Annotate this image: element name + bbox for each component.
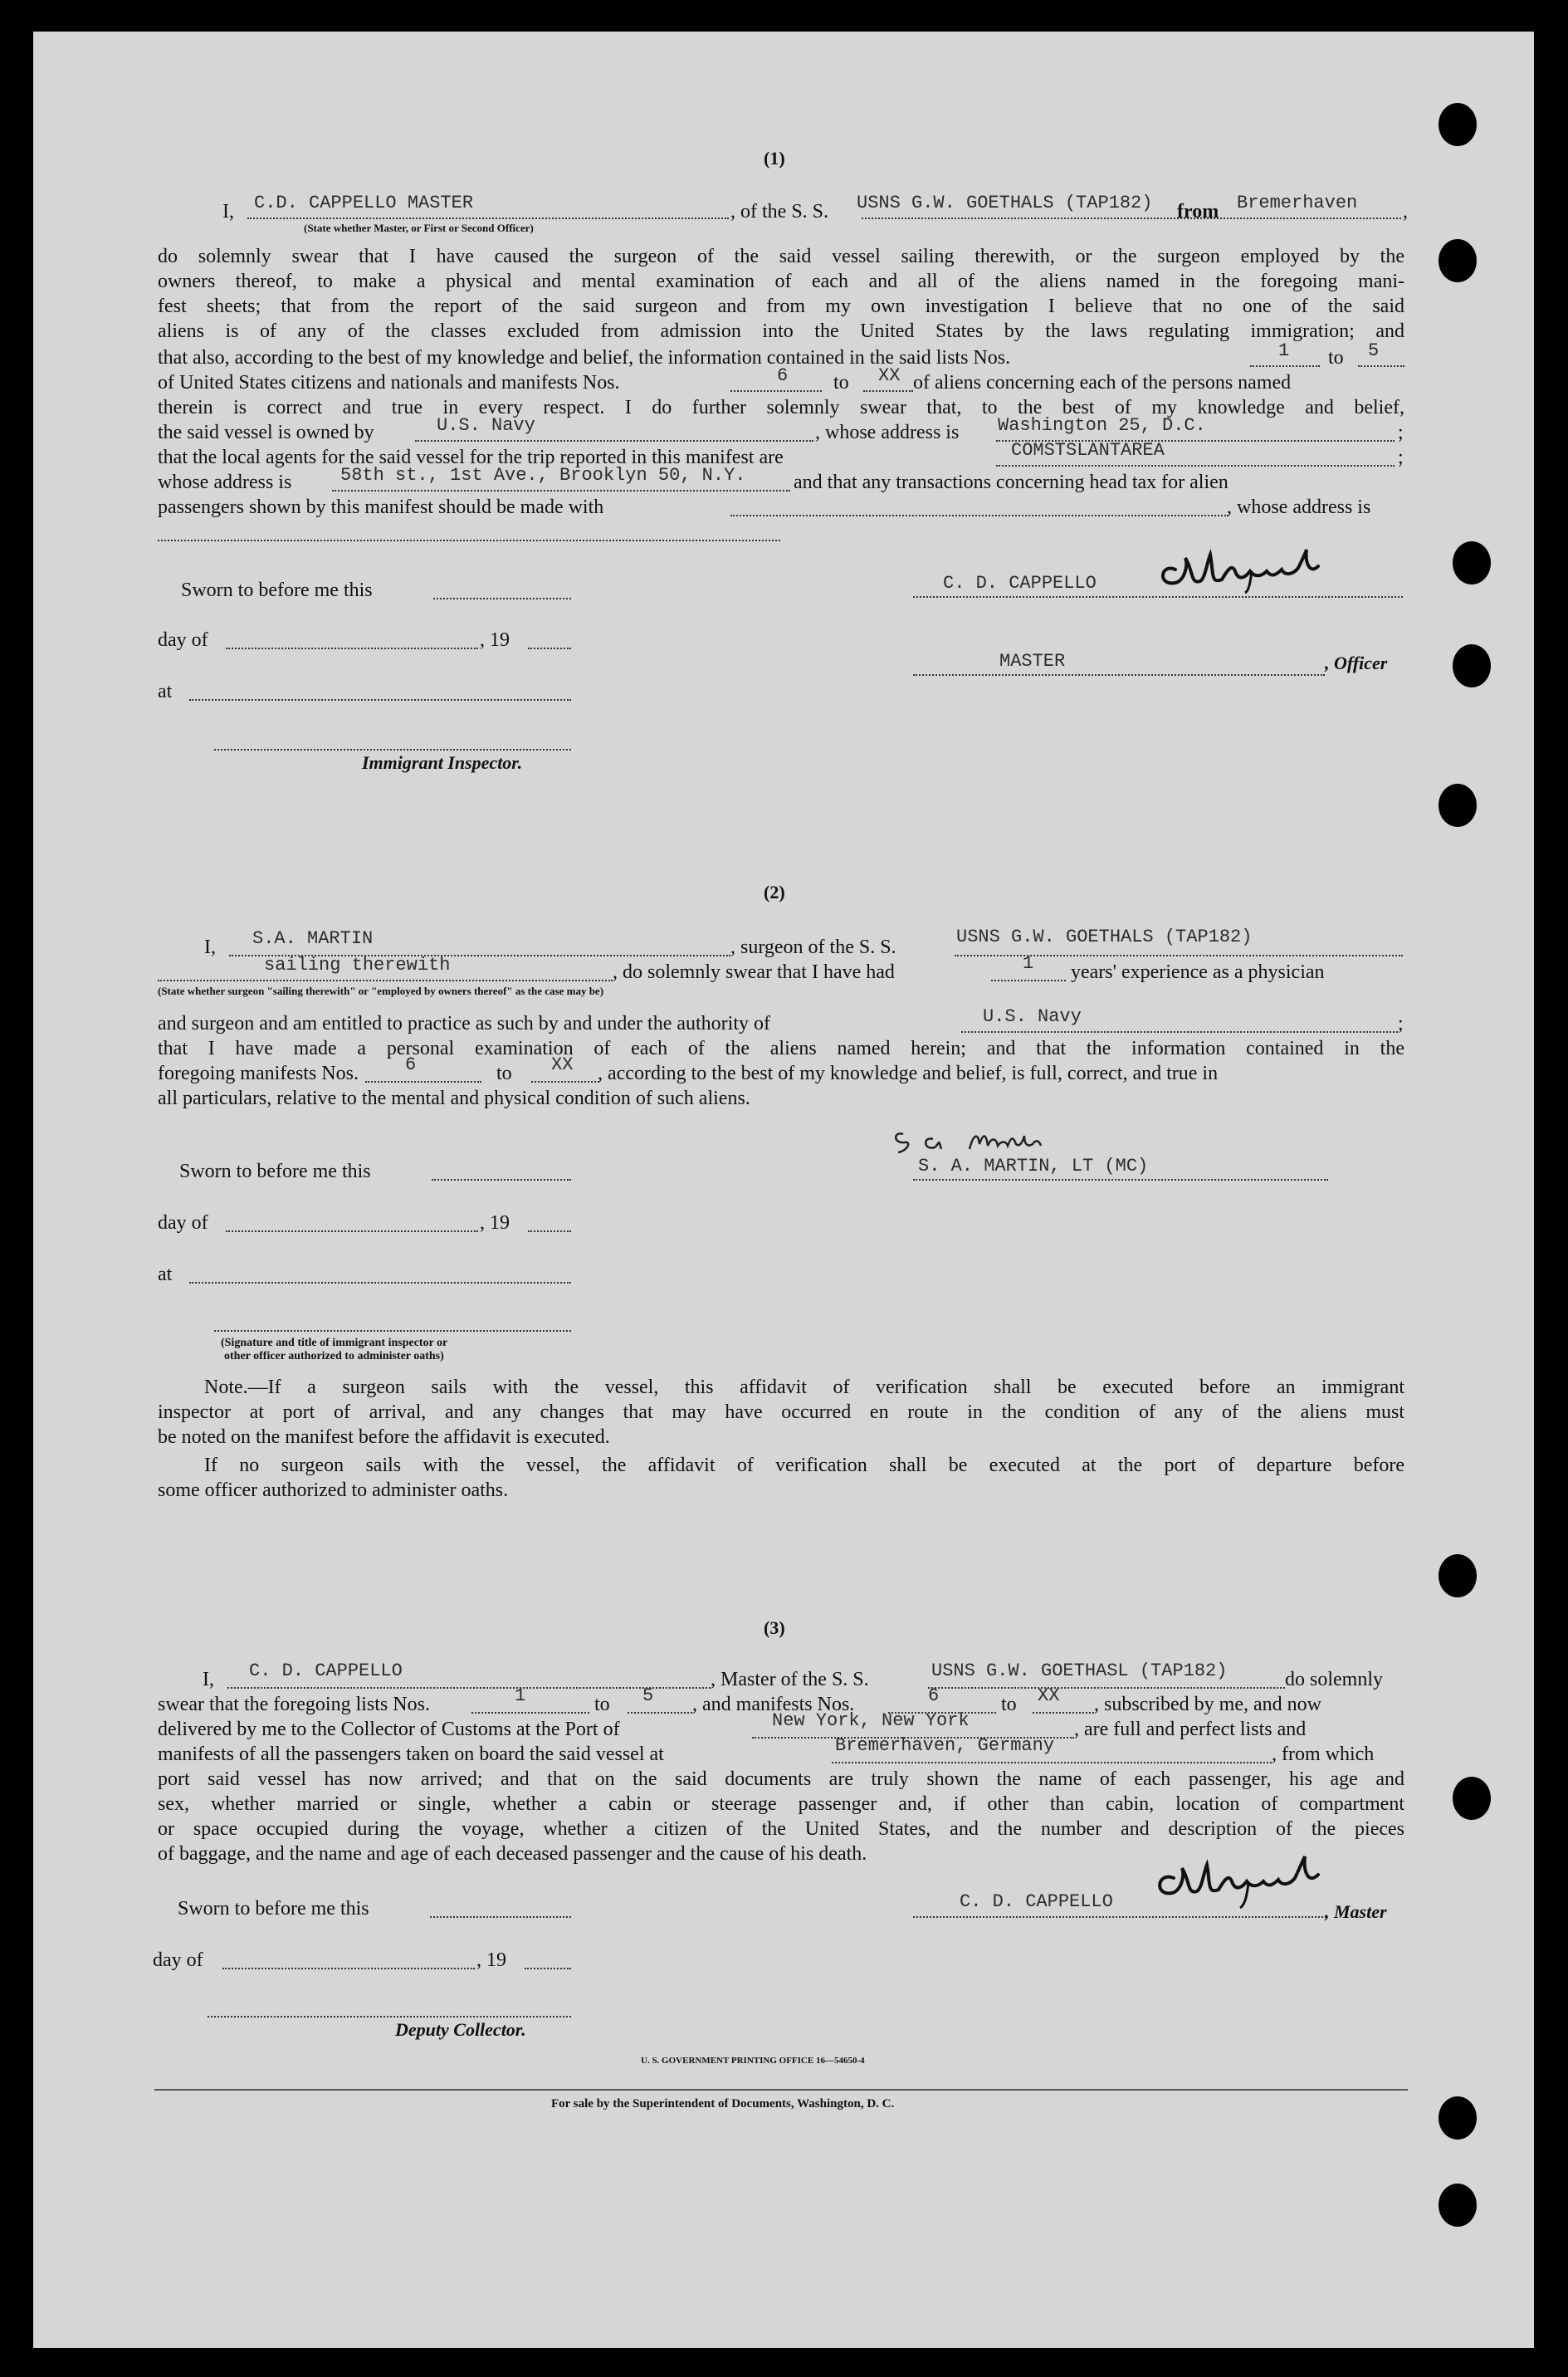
s1-man-from-blank: [730, 390, 822, 392]
s3-deputy: Deputy Collector.: [395, 2019, 526, 2040]
s1-para-8b: , whose address is: [815, 422, 960, 443]
s2-day-of: day of: [158, 1212, 208, 1234]
s1-signer-typed: C. D. CAPPELLO: [943, 573, 1097, 594]
s2-semicolon: ;: [1398, 1013, 1404, 1034]
s3-t1a: swear that the foregoing lists Nos.: [158, 1694, 430, 1715]
s2-I: I,: [204, 937, 216, 958]
s3-t1b: , and manifests Nos.: [692, 1694, 855, 1715]
s1-to-2: to: [833, 372, 849, 394]
s2-authority-blank: [961, 1031, 1398, 1033]
s1-man-to-blank: [863, 390, 913, 392]
s1-para-9a: that the local agents for the said vessel for the trip reported in this manifest are: [158, 447, 784, 468]
s1-man-to: XX: [878, 365, 901, 386]
s3-signer-typed: C. D. CAPPELLO: [960, 1891, 1113, 1912]
s1-at-blank: [189, 699, 571, 701]
s2-surgeon-name: S.A. MARTIN: [252, 928, 374, 949]
s3-master-label: , Master: [1325, 1901, 1387, 1922]
punch-hole: [1439, 2096, 1477, 2140]
s1-lists-to: 5: [1368, 340, 1380, 361]
s2-man-to-blank: [531, 1081, 599, 1083]
s1-master-name: C.D. CAPPELLO MASTER: [254, 193, 474, 213]
s2-years: 1: [1023, 953, 1034, 974]
s2-r1a: and surgeon and am entitled to practice as such by and under the authority of: [158, 1013, 770, 1034]
s2-note-4: If no surgeon sails with the vessel, the affidavit of verification shall be executed at the port of departure before: [204, 1455, 1404, 1476]
s2-year-blank: [528, 1230, 571, 1232]
s3-day-blank: [222, 1968, 475, 1969]
s1-para-4: aliens is of any of the classes excluded from admission into the United States by the laws regulating immigration; and: [158, 320, 1404, 342]
s2-day-blank: [226, 1230, 478, 1232]
s3-lists-to: 5: [642, 1685, 654, 1706]
s2-r4: all particulars, relative to the mental and physical condition of such aliens.: [158, 1088, 750, 1109]
s1-lists-from-blank: [1250, 365, 1320, 367]
s3-depart-blank: [832, 1762, 1272, 1763]
s1-para-2: owners thereof, to make a physical and mental examination of each and all of the aliens named in the foregoing mani-: [158, 271, 1404, 292]
s3-t2b: , are full and perfect lists and: [1074, 1719, 1307, 1740]
s3-lists-to-blank: [628, 1712, 692, 1714]
s2-man-from: 6: [405, 1054, 417, 1075]
s1-from: from: [1177, 201, 1219, 223]
s2-q1: , do solemnly swear that I have had: [613, 961, 895, 983]
s1-sworn-blank: [433, 598, 571, 599]
s1-owner: U.S. Navy: [437, 415, 535, 436]
s3-to-2: to: [1001, 1694, 1017, 1715]
footer-rule: [154, 2089, 1408, 2091]
surgeon-signature: [887, 1119, 1169, 1161]
s1-state-note: (State whether Master, or First or Second Officer): [304, 222, 534, 234]
s3-man-from: 6: [928, 1685, 940, 1706]
s1-officer-blank: [913, 674, 1325, 676]
s1-master-blank: [247, 218, 729, 219]
s1-day-of: day of: [158, 629, 208, 651]
s2-vessel-blank: [955, 955, 1403, 956]
s2-q2: years' experience as a physician: [1071, 961, 1325, 983]
s3-t3a: manifests of all the passengers taken on board the said vessel at: [158, 1744, 664, 1765]
captain-signature-1: [1152, 538, 1343, 596]
punch-hole: [1439, 239, 1477, 282]
punch-hole: [1453, 541, 1491, 584]
s1-year-blank: [528, 648, 571, 649]
s2-signer-typed: S. A. MARTIN, LT (MC): [918, 1156, 1149, 1176]
s3-lists-from: 1: [515, 1685, 526, 1706]
s3-sworn: Sworn to before me this: [178, 1898, 369, 1920]
s2-at: at: [158, 1264, 173, 1285]
s1-day-blank: [226, 648, 478, 649]
s1-officer-typed: MASTER: [999, 651, 1066, 672]
s3-to: to: [594, 1694, 610, 1715]
s1-para-11b: , whose address is: [1227, 496, 1371, 518]
punch-hole: [1453, 644, 1491, 687]
punch-hole: [1453, 1777, 1491, 1820]
s3-I: I,: [203, 1669, 214, 1690]
s1-to: to: [1328, 347, 1344, 369]
s3-year-blank: [525, 1968, 571, 1969]
s1-semicolon-2: ;: [1398, 447, 1404, 468]
s2-state-note: (State whether surgeon "sailing therewith" or "employed by owners thereof" as the case may be): [158, 985, 604, 997]
s2-signer-blank: [913, 1179, 1328, 1181]
s2-note-1: Note.—If a surgeon sails with the vessel, this affidavit of verification shall be executed before an immigrant: [204, 1377, 1404, 1398]
s3-vessel: USNS G.W. GOETHASL (TAP182): [931, 1660, 1228, 1681]
section-2-number: (2): [764, 882, 785, 902]
s3-t5: sex, whether married or single, whether a cabin or steerage passenger and, if other than cabin, location of compartment: [158, 1793, 1404, 1815]
s1-lists-to-blank: [1358, 365, 1404, 367]
s3-day-of: day of: [153, 1949, 203, 1971]
s1-para-6b: of aliens concerning each of the persons named: [913, 372, 1292, 394]
s1-owner-blank: [415, 440, 813, 442]
s3-t6: or space occupied during the voyage, whether a citizen of the United States, and the number and description of the pieces: [158, 1818, 1404, 1840]
s2-sig-note-2: other officer authorized to administer oaths): [224, 1350, 444, 1362]
s3-of-ss: , Master of the S. S.: [711, 1669, 869, 1690]
s1-of-ss: , of the S. S.: [730, 201, 829, 223]
s1-agents-addr: 58th st., 1st Ave., Brooklyn 50, N.Y.: [340, 465, 746, 486]
s1-para-5: that also, according to the best of my knowledge and belief, the information contained in the said lists Nos.: [158, 347, 1011, 369]
s2-sworn: Sworn to before me this: [179, 1161, 371, 1182]
s2-man-from-blank: [365, 1081, 481, 1083]
section-3-number: (3): [764, 1617, 785, 1638]
sale-notice: For sale by the Superintendent of Documents, Washington, D. C.: [551, 2097, 895, 2110]
s3-man-to-blank: [1033, 1712, 1094, 1714]
captain-signature-2: [1147, 1845, 1346, 1911]
s1-para-7: therein is correct and true in every respect. I do further solemnly swear that, to the best of my knowledge and belief,: [158, 397, 1404, 418]
s2-sig-note-1: (Signature and title of immigrant inspector or: [221, 1337, 448, 1349]
s1-inspector-line: [214, 749, 571, 751]
s3-sworn-blank: [430, 1916, 571, 1918]
s2-r3a: foregoing manifests Nos.: [158, 1063, 359, 1084]
s1-owner-addr: Washington 25, D.C.: [998, 415, 1206, 436]
gpo-imprint: U. S. GOVERNMENT PRINTING OFFICE 16—54650-4: [641, 2056, 865, 2066]
s1-comma: ,: [1403, 201, 1408, 223]
s1-para-8a: the said vessel is owned by: [158, 422, 374, 443]
s3-nineteen: , 19: [476, 1949, 506, 1971]
s1-officer-label: , Officer: [1325, 653, 1388, 673]
s1-agents-addr-blank: [332, 490, 790, 492]
s2-note-2: inspector at port of arrival, and any changes that may have occurred en route in the condition of any of the aliens must: [158, 1401, 1404, 1423]
s1-port: Bremerhaven: [1237, 193, 1358, 213]
s3-man-to: XX: [1038, 1685, 1060, 1706]
punch-hole: [1439, 1554, 1477, 1597]
s3-t3b: , from which: [1272, 1744, 1375, 1765]
s1-para-6a: of United States citizens and nationals and manifests Nos.: [158, 372, 620, 394]
s3-port: New York, New York: [772, 1710, 970, 1731]
section-1-number: (1): [764, 148, 785, 169]
s1-para-10b: and that any transactions concerning head tax for alien: [794, 472, 1229, 493]
s1-vessel: USNS G.W. GOETHALS (TAP182): [857, 193, 1153, 213]
s2-r2: that I have made a personal examination of each of the aliens named herein; and that the information contained in the: [158, 1038, 1404, 1059]
s2-nineteen: , 19: [480, 1212, 510, 1234]
s1-sworn: Sworn to before me this: [181, 580, 373, 601]
s3-master-name: C. D. CAPPELLO: [249, 1660, 403, 1681]
s2-vessel: USNS G.W. GOETHALS (TAP182): [956, 927, 1253, 947]
s3-depart: Bremerhaven, Germany: [835, 1735, 1055, 1756]
s3-lists-from-blank: [471, 1712, 589, 1714]
s2-note-3: be noted on the manifest before the affidavit is executed.: [158, 1426, 610, 1448]
punch-hole: [1439, 2184, 1477, 2227]
s2-sailing-blank: [158, 980, 613, 981]
punch-hole: [1439, 103, 1477, 146]
s1-para-3: fest sheets; that from the report of the said surgeon and from my own investigation I believe that no one of the said: [158, 296, 1404, 317]
s2-authority: U.S. Navy: [983, 1006, 1082, 1027]
s2-sailing: sailing therewith: [264, 955, 451, 976]
s3-t7: of baggage, and the name and age of each deceased passenger and the cause of his death.: [158, 1843, 867, 1865]
s3-vessel-blank: [928, 1687, 1285, 1689]
s2-sworn-blank: [432, 1179, 571, 1181]
s1-inspector: Immigrant Inspector.: [362, 752, 523, 773]
s2-man-to: XX: [551, 1054, 574, 1075]
s1-headtax-addr-blank: [158, 540, 780, 541]
s1-signer-blank: [913, 596, 1403, 598]
s2-to: to: [496, 1063, 512, 1084]
s1-man-from: 6: [777, 365, 789, 386]
s3-solemnly: do solemnly: [1285, 1669, 1383, 1690]
s3-deputy-line: [208, 2016, 571, 2018]
s3-t1c: , subscribed by me, and now: [1094, 1694, 1321, 1715]
s2-at-blank: [189, 1282, 571, 1284]
s1-agents: COMSTSLANTAREA: [1011, 440, 1165, 461]
s1-para-11a: passengers shown by this manifest should be made with: [158, 496, 604, 518]
s3-signer-blank: [913, 1916, 1326, 1918]
s2-inspector-line: [214, 1330, 571, 1332]
s1-para-1: do solemnly swear that I have caused the surgeon of the said vessel sailing therewith, or the surgeon employed by the: [158, 246, 1404, 267]
s3-t2a: delivered by me to the Collector of Customs at the Port of: [158, 1719, 620, 1740]
s2-note-5: some officer authorized to administer oaths.: [158, 1480, 509, 1501]
s1-vessel-blank: [862, 218, 1401, 219]
s3-t4: port said vessel has now arrived; and that on the said documents are truly shown the name of each passenger, his age and: [158, 1768, 1404, 1790]
s2-r3b: , according to the best of my knowledge and belief, is full, correct, and true in: [598, 1063, 1219, 1084]
s1-nineteen: , 19: [480, 629, 510, 651]
punch-hole: [1439, 784, 1477, 827]
s1-para-10a: whose address is: [158, 472, 292, 493]
s1-agents-blank: [996, 465, 1395, 467]
s2-years-blank: [991, 980, 1066, 981]
s1-lists-from: 1: [1278, 340, 1290, 361]
s1-headtax-blank: [730, 515, 1229, 516]
s1-at: at: [158, 681, 173, 702]
s1-I: I,: [222, 201, 234, 223]
s1-semicolon: ;: [1398, 422, 1404, 443]
s3-master-blank: [227, 1687, 711, 1689]
s2-of-ss: , surgeon of the S. S.: [730, 937, 896, 958]
